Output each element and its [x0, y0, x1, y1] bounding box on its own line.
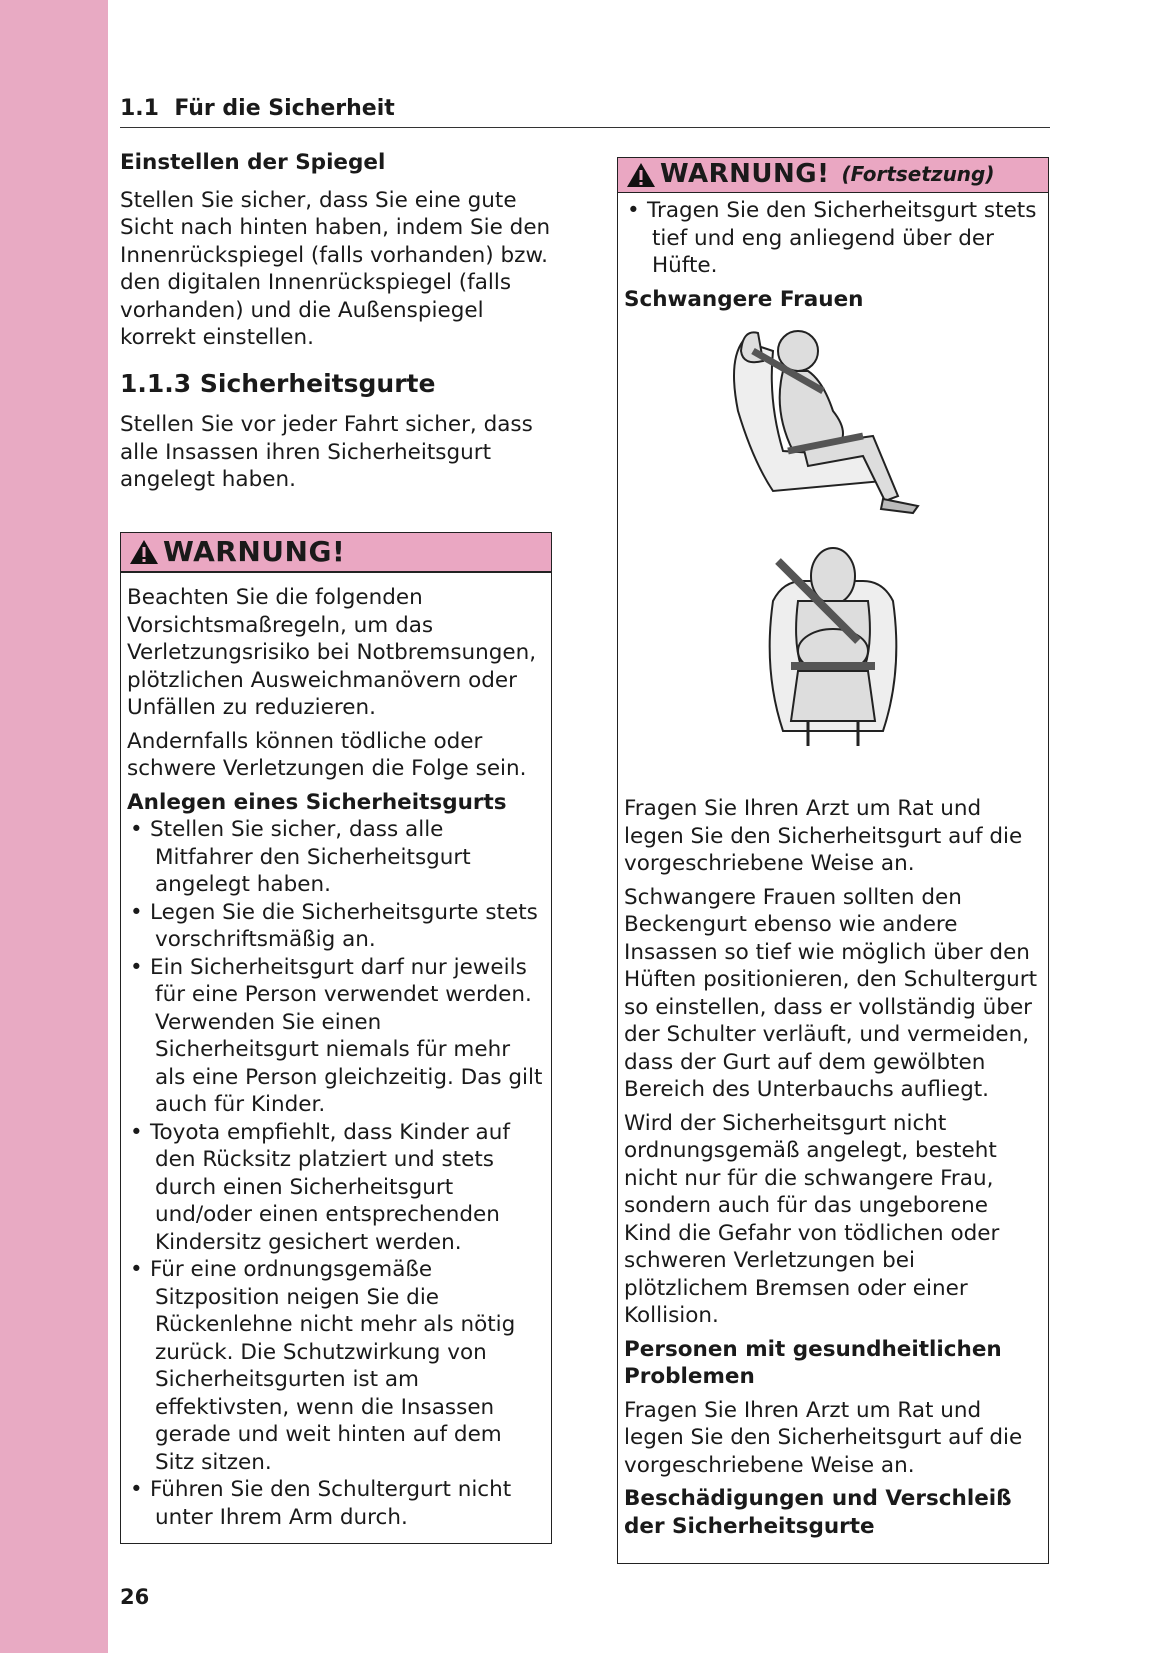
- pregnant-paragraph: Schwangere Frauen sollten den Beckengurt ebenso wie andere Insassen so tief wie möglich über den Hüften positionieren, den Schultergurt so einstellen, dass er vollständig über der Schulter verläuft, und vermeiden, dass der Gurt auf dem gewölbten Bereich des Unterbauchs aufliegt.: [624, 884, 1038, 1102]
- bullet-item: • Stellen Sie sicher, dass alle Mitfahrer den Sicherheitsgurt angelegt haben.: [127, 816, 545, 899]
- warning-title-bar: [618, 158, 1048, 193]
- pregnant-heading: Schwangere Frauen: [624, 286, 864, 312]
- bullet-item: • Führen Sie den Schultergurt nicht unter Ihrem Arm durch.: [127, 1476, 545, 1531]
- section-number: 1.1: [120, 96, 159, 121]
- warning-body: [618, 193, 1048, 1546]
- section-header: [120, 96, 1050, 128]
- mirrors-heading: Einstellen der Spiegel: [120, 150, 386, 175]
- warning-bullet-list: [624, 197, 1042, 280]
- bullet-item: • Toyota empfiehlt, dass Kinder auf den Rücksitz platziert und stets durch einen Sicherheitsgurt und/oder einen entsprechenden Kindersitz gesichert werden.: [127, 1119, 545, 1257]
- warning-paragraph: Beachten Sie die folgenden Vorsichtsmaßregeln, um das Verletzungsrisiko bei Notbremsungen, plötzlichen Ausweichmanövern oder Unfällen zu reduzieren.: [127, 585, 537, 720]
- warning-subtitle: (Fortsetzung): [841, 162, 995, 187]
- warning-triangle-icon: [626, 162, 656, 188]
- left-column: [120, 149, 560, 500]
- warning-title: WARNUNG!: [163, 535, 346, 569]
- bullet-item: • Legen Sie die Sicherheitsgurte stets vorschriftsmäßig an.: [127, 899, 545, 954]
- wear-heading: Beschädigungen und Verschleiß der Sicherheitsgurte: [624, 1486, 1012, 1539]
- belts-heading: 1.1.3 Sicherheitsgurte: [120, 368, 436, 398]
- section-title: Für die Sicherheit: [174, 96, 395, 121]
- pregnant-woman-side-view-image: [713, 321, 953, 531]
- bullet-item: • Tragen Sie den Sicherheitsgurt stets tief und eng anliegend über der Hüfte.: [624, 197, 1042, 280]
- warning-title: WARNUNG!: [660, 159, 830, 190]
- mirrors-text: Stellen Sie sicher, dass Sie eine gute Sicht nach hinten haben, indem Sie den Innenrückspiegel (falls vorhanden) bzw. den digitalen Innenrückspiegel (falls vorhanden) und die Außenspiegel korrekt einstellen.: [120, 187, 551, 350]
- pregnant-paragraph: Wird der Sicherheitsgurt nicht ordnungsgemäß angelegt, besteht nicht nur für die schwangere Frau, sondern auch für das ungeborene Kind die Gefahr von tödlichen oder schweren Verletzungen bei plötzlichem Bremsen oder einer Kollision.: [624, 1110, 1000, 1328]
- pregnant-side-illustration: [624, 321, 1042, 531]
- warning-box-continued: [617, 157, 1049, 1564]
- warning-bullet-list: [127, 816, 545, 1531]
- warning-body: [121, 572, 551, 1537]
- health-heading: Personen mit gesundheitlichen Problemen: [624, 1336, 1002, 1389]
- warning-subheading: Anlegen eines Sicherheitsgurts: [127, 789, 507, 815]
- pregnant-woman-front-view-image: [763, 541, 903, 751]
- warning-triangle-icon: [129, 539, 159, 565]
- side-color-strip: [0, 0, 108, 1653]
- warning-paragraph: Andernfalls können tödliche oder schwere Verletzungen die Folge sein.: [127, 728, 527, 781]
- health-paragraph: Fragen Sie Ihren Arzt um Rat und legen Sie den Sicherheitsgurt auf die vorgeschriebene Weise an.: [624, 1397, 1023, 1478]
- warning-title-bar: [121, 533, 551, 572]
- pregnant-paragraph: Fragen Sie Ihren Arzt um Rat und legen Sie den Sicherheitsgurt auf die vorgeschriebene Weise an.: [624, 796, 1023, 876]
- pregnant-front-illustration: [624, 541, 1042, 751]
- belts-text: Stellen Sie vor jeder Fahrt sicher, dass alle Insassen ihren Sicherheitsgurt angelegt haben.: [120, 412, 533, 492]
- bullet-item: • Ein Sicherheitsgurt darf nur jeweils für eine Person verwendet werden. Verwenden Sie einen Sicherheitsgurt niemals für mehr als eine Person gleichzeitig. Das gilt auch für Kinder.: [127, 954, 545, 1119]
- page-number: 26: [120, 1585, 150, 1609]
- warning-box: [120, 532, 552, 1544]
- bullet-item: • Für eine ordnungsgemäße Sitzposition neigen Sie die Rückenlehne nicht mehr als nötig zurück. Die Schutzwirkung von Sicherheitsgurten ist am effektivsten, wenn die Insassen gerade und weit hinten auf dem Sitz sitzen.: [127, 1256, 545, 1476]
